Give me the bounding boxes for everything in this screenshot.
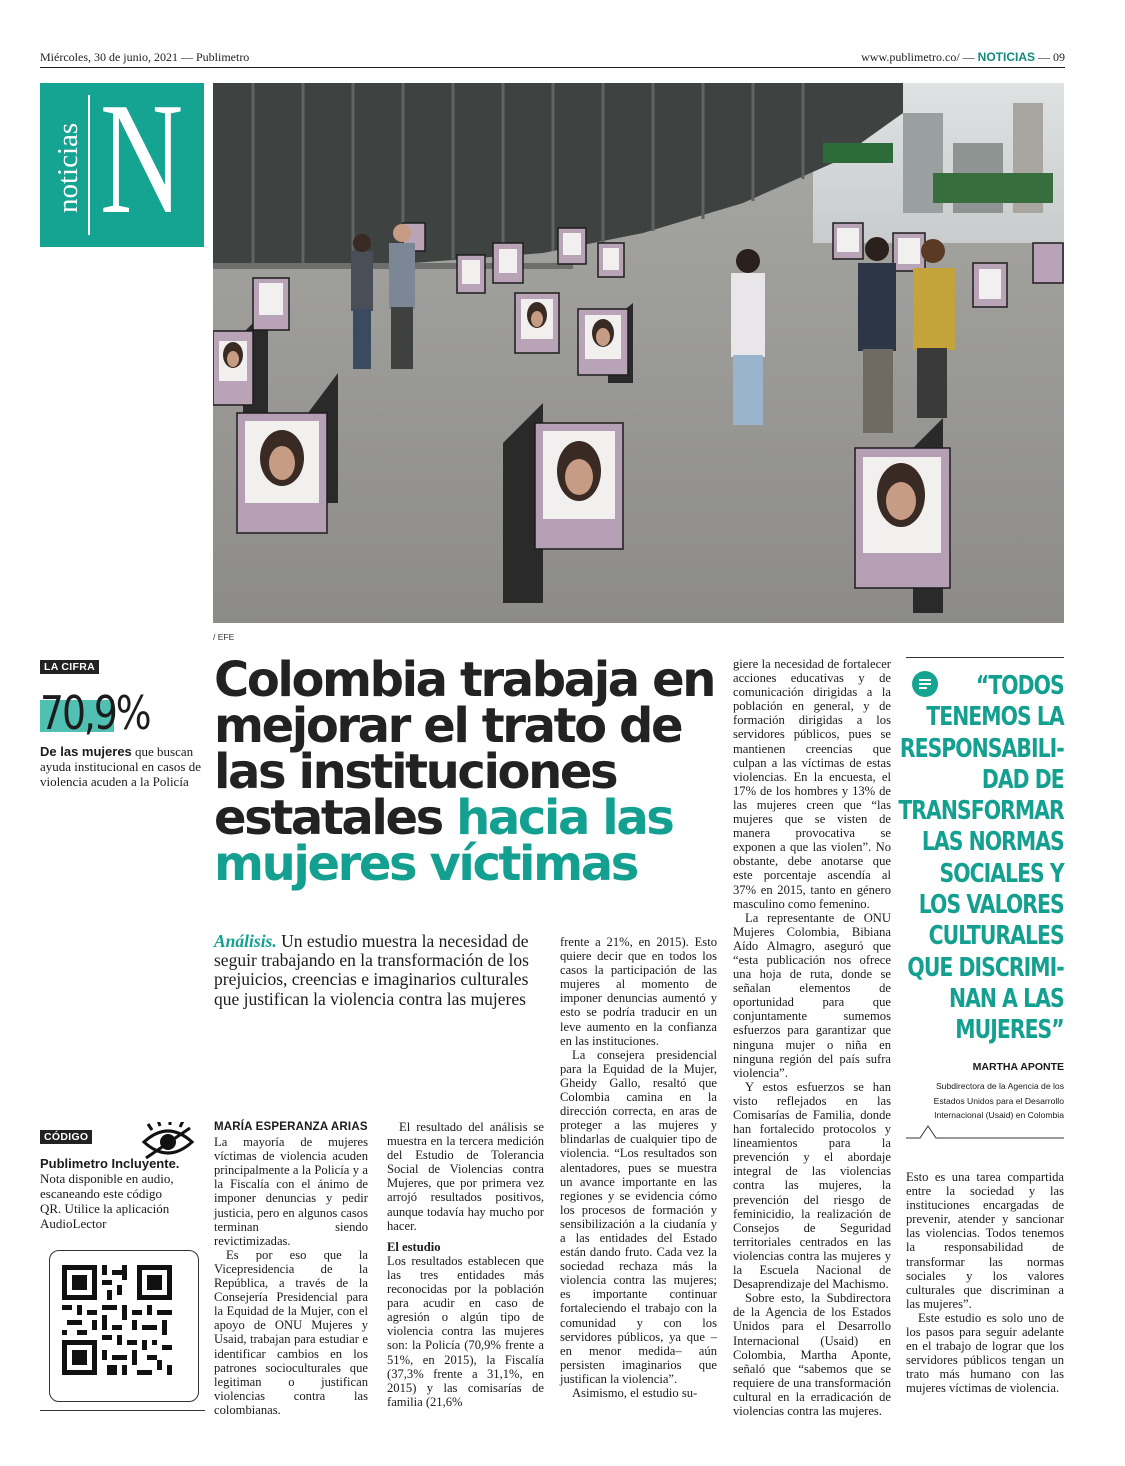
pull-quote-author: MARTHA APONTE <box>972 1061 1064 1073</box>
codigo-text <box>40 1156 180 1231</box>
photo-illustration <box>213 83 1064 623</box>
article-byline: MARÍA ESPERANZA ARIAS <box>214 1121 368 1133</box>
pull-quote <box>898 657 1064 1135</box>
article-col3-p2: La consejera presidencial para la Equidad de la Mujer, Gheidy Gallo, resaltó que Colombia camina en la dirección correcta, en aras de proteger a las mujeres y blindarlas de cualquier tipo de violencia. “Los resultados son alentadores, pues se muestra un avance importante en las regiones y se evidencia cómo los procesos de formación y sensibilización a la ciudanía y a las entidades del Estado están dando fruto. Cada vez la sociedad rechaza más la violencia contra las mujeres; es importante continuar fortaleciendo el trabajo con la comunidad y con los servidores públicos, ya que –en menor medida– aún persisten imaginarios que justifican la violencia”. <box>560 1047 717 1386</box>
eye-icon <box>140 1122 196 1162</box>
la-cifra-text-bold: De las mujeres <box>40 744 132 759</box>
folio-right <box>861 50 1065 65</box>
pull-quote-line: DAD DE <box>982 764 1064 795</box>
folio-url: www.publimetro.co/ — <box>861 50 975 64</box>
section-logo-divider <box>88 95 90 235</box>
pull-quote-line: RESPONSABILI- <box>900 733 1064 764</box>
la-cifra-text <box>40 744 205 789</box>
pull-quote-lines <box>857 671 1064 1047</box>
section-logo <box>40 69 204 247</box>
headline <box>214 652 715 892</box>
section-logo-word: noticias <box>52 122 84 213</box>
article-col-5 <box>906 1170 1064 1396</box>
deck-lead: Análisis. <box>214 931 277 951</box>
codigo-description: Nota disponible en audio, escaneando este código QR. Utilice la aplicación AudioLector <box>40 1171 174 1231</box>
pull-quote-line: TRANSFORMAR <box>898 796 1064 827</box>
qr-code-frame <box>49 1250 199 1402</box>
article-col3-p1: frente a 21%, en 2015). Esto quiere decir que en todos los casos la participación de las mujeres al momento de imponer denuncias aumentó y esto se podría traducir en un leve aumento en la confianza en las instituciones. <box>560 935 717 1048</box>
article-col2-p2: Los resultados establecen que las tres entidades más reconocidas por la población para acudir en caso de agresión o algún tipo de violencia contra las mujeres son: la Policía (70,9% frente a 51%, en 2015), la Fiscalía (37,3% frente a 31,1%, en 2015) y las comisarías de familia (21,6% <box>387 1253 544 1409</box>
header-rule <box>40 67 1065 68</box>
deck <box>214 932 554 1009</box>
pull-quote-line: MUJERES” <box>955 1015 1064 1046</box>
la-cifra-label: LA CIFRA <box>40 660 99 674</box>
section-logo-letter: N <box>100 69 184 247</box>
pull-quote-rule-top <box>906 657 1064 658</box>
article-col4-p3: Y estos esfuerzos se han visto reflejados en las Comisarías de Familia, donde han fortalecido protocolos y lineamientos para la prevención y el abordaje integral de las violencias contra las mujeres, la prevención del riesgo de feminicidio, la realización de Consejos de Seguridad territoriales centrados en las violencias contra las mujeres y la Escuela Nacional de Desaprendizaje del Machismo. <box>733 1079 891 1292</box>
headline-text <box>214 652 715 892</box>
la-cifra-value-wrap <box>40 686 205 742</box>
la-cifra-value: 70,9% <box>40 686 150 740</box>
pull-quote-bottom-rule <box>906 1125 1064 1139</box>
folio-section: NOTICIAS <box>977 50 1035 64</box>
headline-part1: Colombia trabaja en mejorar el trato de las instituciones estatales <box>214 652 715 846</box>
article-col2-p1: El resultado del análisis se muestra en la tercera medición del Estudio de Tolerancia Social de Violencias contra Mujeres, que por primera vez arrojó resultados positivos, aunque todavía hay mucho por hacer. <box>387 1120 544 1233</box>
article-col1-p1: La mayoría de mujeres víctimas de violencia acuden principalmente a la Policía y a la Fiscalía con el ánimo de imponer denuncias y pedir justicia, pero en algunos casos terminan siendo revictimizadas. <box>214 1135 368 1248</box>
deck-text: Un estudio muestra la necesidad de seguir trabajando en la transformación de los prejuicios, creencias e imaginarios culturales que justifican la violencia contra las mujeres <box>214 931 529 1009</box>
pull-quote-line: CULTURALES <box>928 921 1064 952</box>
pull-quote-line: QUE DISCRIMI- <box>907 952 1064 983</box>
qr-code-icon <box>62 1265 172 1375</box>
article-col4-p2: La representante de ONU Mujeres Colombia, Bibiana Aído Almagro, aseguró que “esta publicación nos ofrece una hoja de ruta, donde se señalan elementos de oportunidad para que conjuntamente sumemos esfuerzos para garantizar que ninguna mujer o niña en ninguna región del país sufra violencia”. <box>733 910 891 1080</box>
la-cifra-box <box>40 655 205 789</box>
codigo-title: Publimetro Incluyente. <box>40 1156 180 1171</box>
article-col4-p1: giere la necesidad de fortalecer acciones educativas y de comunicación dirigidas a la población en general, y de formación dirigidas a los servidores públicos, pues se mantienen creencias que culpan a las víctimas de estas violencias. En la encuesta, el 17% de los hombres y 13% de las mujeres creen que “las mujeres que se visten de manera provocativa se exponen a que las violen”. No obstante, debe anotarse que este porcentaje ascendía al 37% en 2015, tanto en género masculino como femenino. <box>733 657 891 911</box>
pull-quote-role: Subdirectora de la Agencia de los Estados Unidos para el Desarrollo Internacional (Usaid) en Colombia <box>933 1081 1064 1120</box>
article-col3-p3: Asimismo, el estudio su- <box>572 1386 698 1400</box>
pull-quote-line: TENEMOS LA <box>926 702 1064 733</box>
article-col-1 <box>214 1120 368 1417</box>
pull-quote-line: SOCIALES Y <box>939 858 1064 889</box>
article-col4-p4: Sobre esto, la Subdirectora de la Agencia de los Estados Unidos para el Desarrollo Internacional (Usaid) en Colombia, Martha Aponte, señaló que “sabemos que se requiere de una transformación cultural en la erradicación de violencias contra las mujeres. <box>733 1291 891 1418</box>
pull-quote-line: NAN A LAS <box>949 983 1064 1014</box>
folio-left: Miércoles, 30 de junio, 2021 — Publimetro <box>40 50 250 64</box>
headline-part2: hacia las mujeres víctimas <box>214 790 673 892</box>
main-photo <box>213 83 1064 623</box>
article-col-2 <box>387 1120 544 1409</box>
codigo-box <box>40 1125 205 1411</box>
article-col1-p2: Es por eso que la Vicepresidencia de la República, a través de la Consejería Presidencial para la Equidad de la Mujer, con el apoyo de ONU Mujeres y Usaid, trabajan para estudiar e identificar cambios en los patrones socioculturales que legitiman o justifican violencias contra las colombianas. <box>214 1247 368 1417</box>
pull-quote-line: “TODOS <box>976 671 1064 701</box>
pull-quote-line: LAS NORMAS <box>922 827 1064 858</box>
codigo-label: CÓDIGO <box>40 1130 92 1144</box>
article-subhead: El estudio <box>387 1239 441 1254</box>
la-cifra-text-rest: que buscan ayuda institucional en casos de violencia acuden a la Policía <box>40 744 202 789</box>
photo-credit: / EFE <box>213 632 235 642</box>
article-col5-p1: Esto es una tarea compartida entre la sociedad y las instituciones encargadas de prevenir, atender y sancionar las violencias. Todos tenemos la responsabilidad de transformar las normas sociales y los valores culturales que discriminan a las mujeres”. <box>906 1170 1064 1311</box>
pull-quote-line: LOS VALORES <box>919 890 1064 921</box>
article-col5-p2: Este estudio es solo uno de los pasos para seguir adelante en el trabajo de lograr que los servidores públicos tengan un trato más humano con las mujeres víctimas de violencia. <box>906 1310 1064 1396</box>
article-col-3 <box>560 935 717 1400</box>
folio-page: — 09 <box>1038 50 1065 64</box>
